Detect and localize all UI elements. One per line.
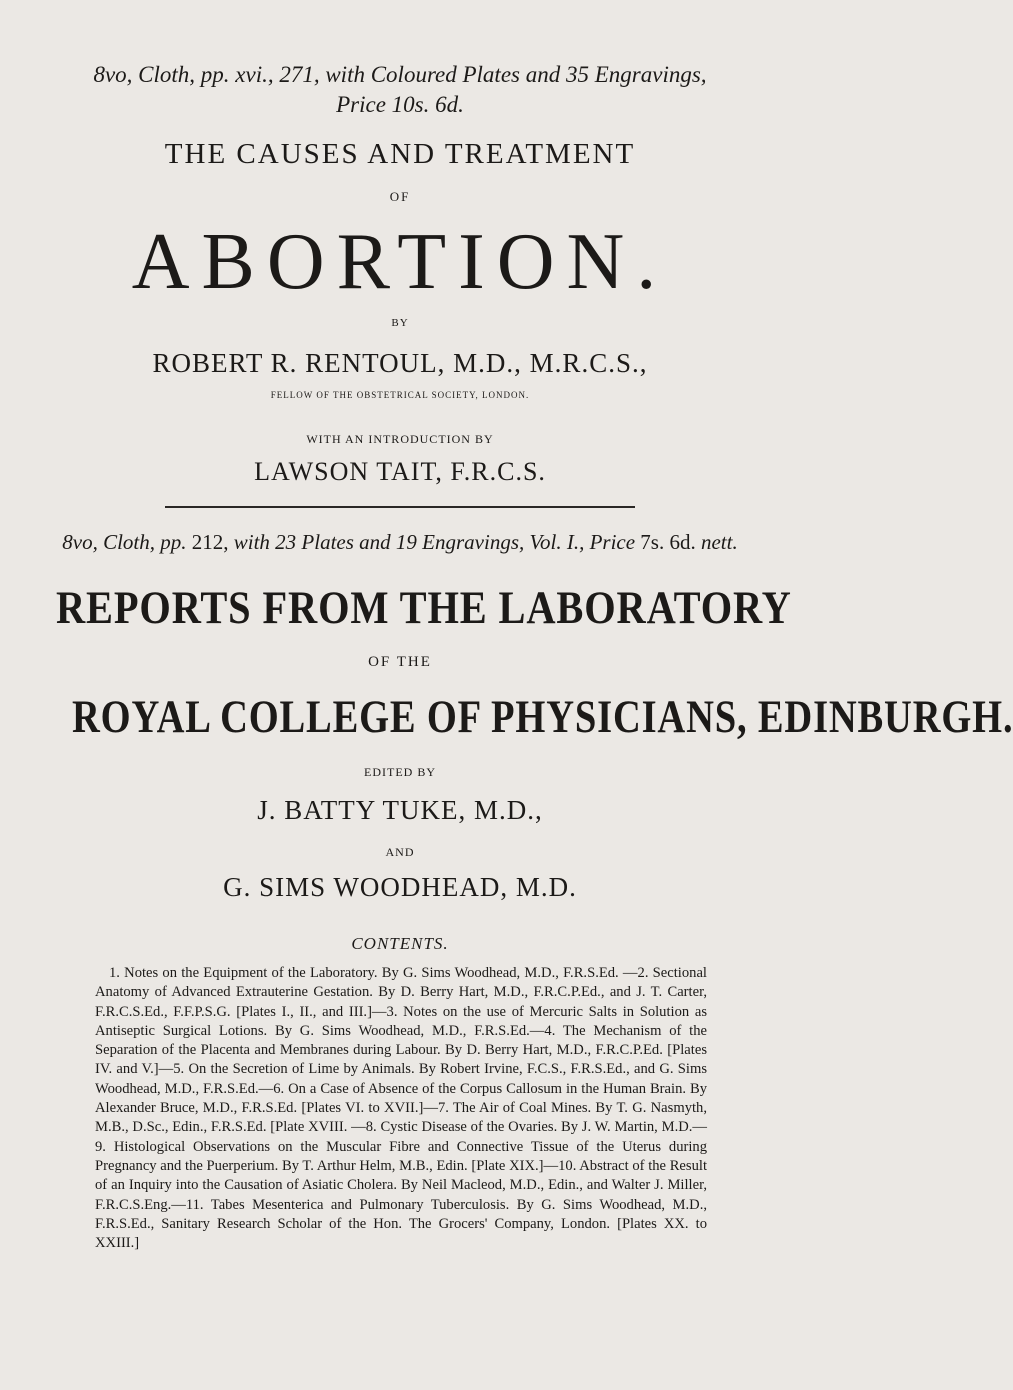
- book2-format: 8vo, Cloth, pp.: [62, 530, 187, 554]
- book1-price: Price 10s. 6d.: [336, 92, 464, 117]
- section-divider: [165, 506, 635, 508]
- book1-specification: [0, 62, 800, 88]
- book2-pages: 212,: [186, 530, 229, 554]
- book1-of: OF: [389, 189, 411, 204]
- book1-intro-by: WITH AN INTRODUCTION BY: [306, 432, 494, 446]
- book1-title: THE CAUSES AND TREATMENT: [164, 138, 636, 170]
- book1-by: BY: [391, 317, 409, 329]
- book2-of-the: OF THE: [368, 654, 432, 670]
- book2-college: ROYAL COLLEGE OF PHYSICIANS, EDINBURGH.: [72, 691, 1013, 743]
- book2-editor-1: J. BATTY TUKE, M.D.,: [257, 795, 543, 825]
- book2-editor-2: G. SIMS WOODHEAD, M.D.: [223, 872, 577, 902]
- book1-author: ROBERT R. RENTOUL, M.D., M.R.C.S.,: [152, 348, 648, 378]
- contents-heading: CONTENTS.: [351, 934, 449, 953]
- book2-with-plates: with 23 Plates and 19 Engravings, Vol. I., Price: [228, 530, 636, 554]
- book1-intro-author: LAWSON TAIT, F.R.C.S.: [254, 457, 546, 486]
- book1-format: 8vo, Cloth, pp.: [93, 62, 230, 87]
- book1-details: xvi., 271, with Coloured Plates and 35 Engravings,: [229, 62, 707, 87]
- book1-author-fellowship: FELLOW OF THE OBSTETRICAL SOCIETY, LONDON.: [270, 390, 530, 400]
- contents-list: 1. Notes on the Equipment of the Laboratory. By G. Sims Woodhead, M.D., F.R.S.Ed. —2. Sectional Anatomy of Advanced Extrauterine Gestation. By D. Berry Hart, M.D., F.R.C.P.Ed., and J. T. Carter, F.R.C.S.Ed., F.F.P.S.G. [Plates I., II., and III.]—3. Notes on the use of Mercuric Salts in Solution as Antiseptic Surgical Lotions. By G. Sims Woodhead, M.D., F.R.S.Ed.—4. The Mechanism of the Separation of the Placenta and Membranes during Labour. By D. Berry Hart, M.D., F.R.C.P.Ed. [Plates IV. and V.]—5. On the Secretion of Lime by Animals. By Robert Irvine, F.C.S., F.R.S.Ed., and G. Sims Woodhead, M.D., F.R.S.Ed.—6. On a Case of Absence of the Corpus Callosum in the Human Brain. By Alexander Bruce, M.D., F.R.S.Ed. [Plates VI. to XVII.]—7. The Air of Coal Mines. By T. G. Nasmyth, M.B., D.Sc., Edin., F.R.S.Ed. [Plate XVIII. —8. Cystic Disease of the Ovaries. By J. W. Martin, M.D.—9. Histological Observations on the Muscular Fibre and Connective Tissue of the Uterus during Pregnancy and the Puerperium. By T. Arthur Helm, M.B., Edin. [Plate XIX.]—10. Abstract of the Result of an Inquiry into the Causation of Asiatic Cholera. By Neil Macleod, M.D., Edin., and Walter J. Miller, F.R.C.S.Eng.—11. Tabes Mesenterica and Pulmonary Tuberculosis. By G. Sims Woodhead, M.D., F.R.S.Ed., Sanitary Research Scholar of the Hon. The Grocers' Company, London. [Plates XX. to XXIII.]: [95, 965, 707, 1252]
- book2-edited-by: EDITED BY: [364, 765, 436, 779]
- book2-specification: [0, 530, 800, 555]
- book1-subject: ABORTION.: [131, 218, 669, 306]
- book2-and: AND: [385, 845, 415, 859]
- book2-nett: nett.: [695, 530, 738, 554]
- book2-price: 7s. 6d.: [635, 530, 696, 554]
- book2-title: REPORTS FROM THE LABORATORY: [56, 582, 792, 634]
